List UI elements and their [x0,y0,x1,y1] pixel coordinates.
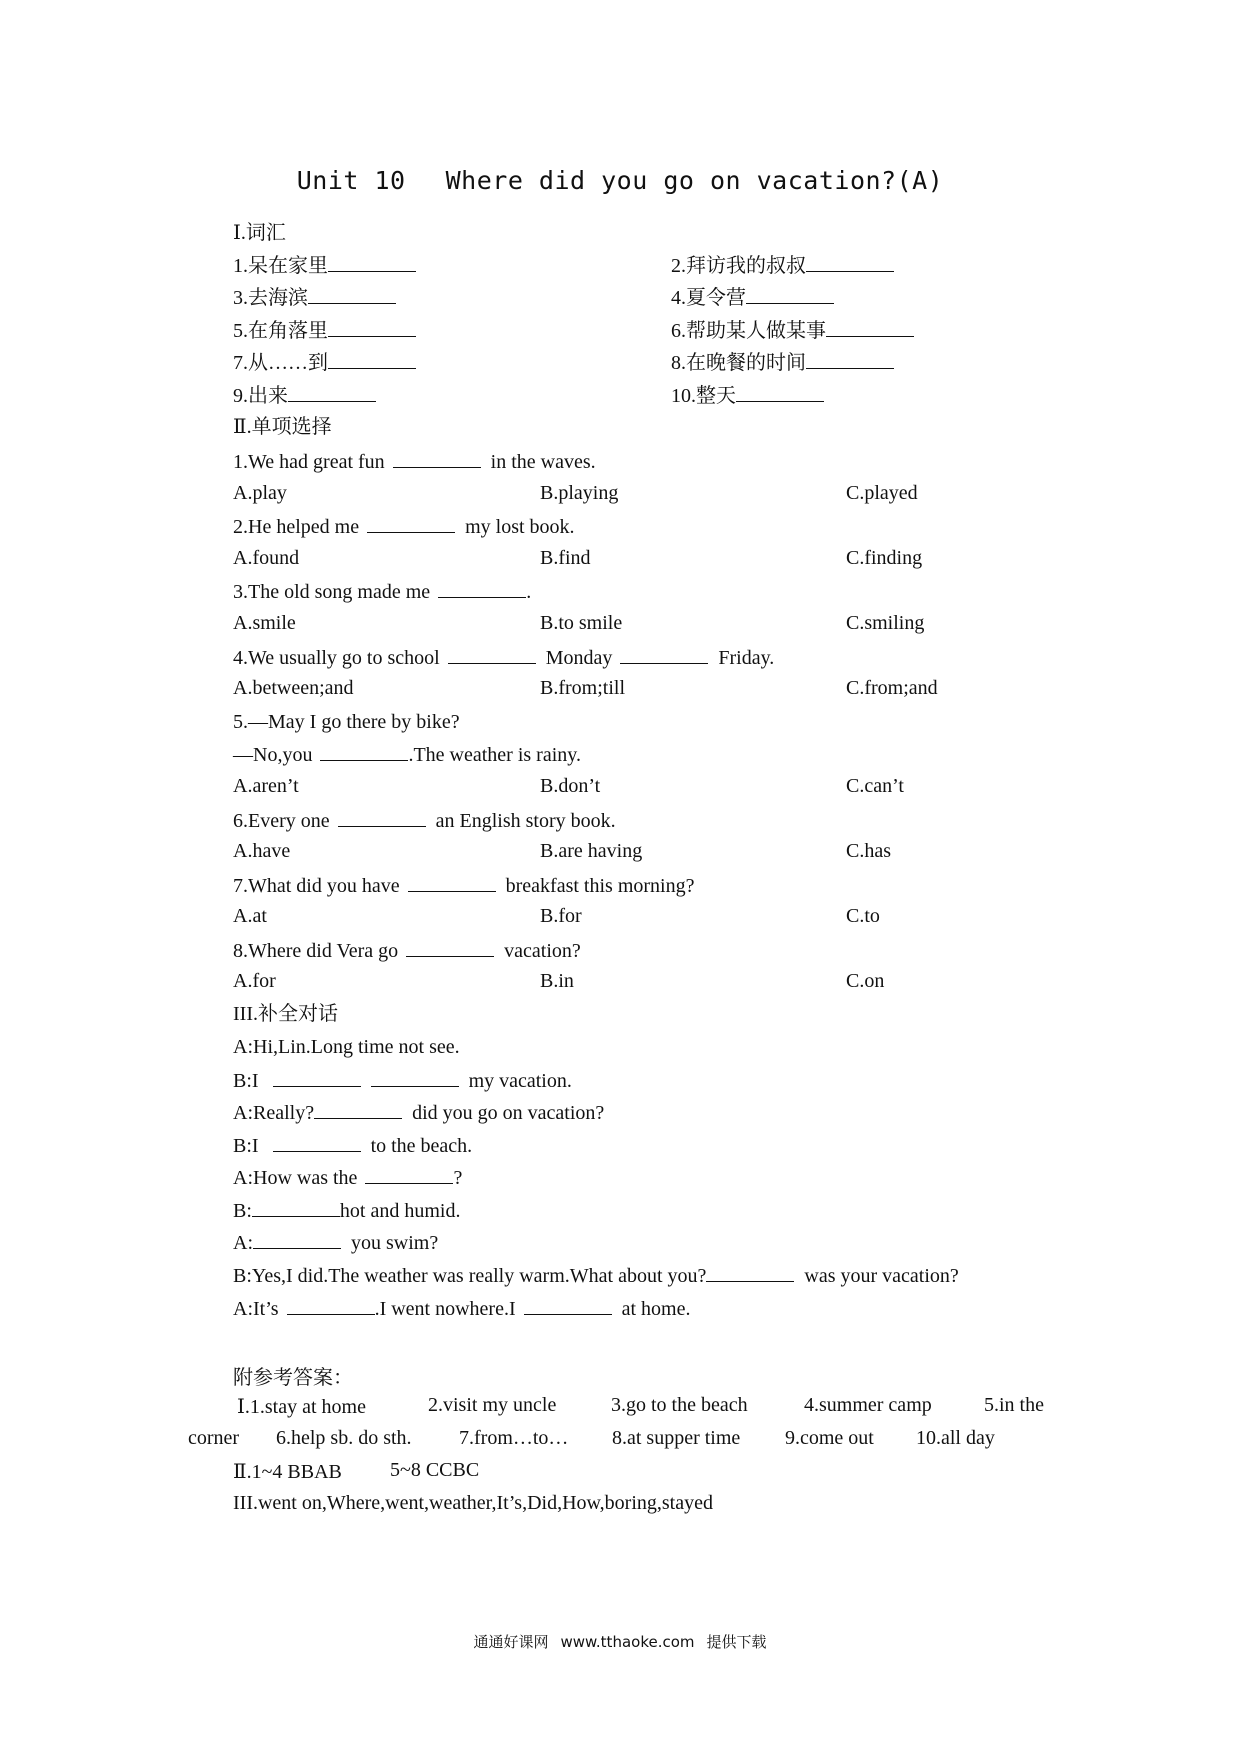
answer-blank[interactable] [408,873,496,892]
question-3: 3.The old song made me . [233,581,532,603]
answer-blank[interactable] [314,1100,402,1119]
question-6: 6.Every one an English story book. [233,810,616,832]
question-2: 2.He helped me my lost book. [233,516,575,538]
option-a[interactable]: A.aren’t [233,775,299,797]
option-a[interactable]: A.have [233,840,291,862]
answer-blank[interactable] [320,742,408,761]
vocab-item-10: 10.整天 [671,383,834,408]
option-c[interactable]: C.from;and [846,677,938,699]
option-c[interactable]: C.on [846,970,885,992]
worksheet-page: Unit 10 Where did you go on vacation?(A) Ⅰ.词汇 1.呆在家里 2.拜访我的叔叔 3.去海滨 4.夏令营 5.在角落里 6.帮助某人做某事 7.从……到 8.在晚餐的时间 9.出来 10.整天 Ⅱ.单项选择 1.We had great fun in the waves. A.play B.playing C.played 2.He helped me my lost book. A.found B.find C.finding 3.The old song made me . A.smile B.to smile C.smiling 4.We usually go to school Monday Friday. A.between;and B.from;till C.from;and 5.—May I go there by bike? —No,you .The weather is rainy. A.aren’t B.don’t C.can’t 6.Every one an English story book. A.have B.are having C.has 7.What did you have breakfast this morning? A.at B.for C.to 8.Where did Vera go vacation? A.for B.in C.on III.补全对话 A:Hi,Lin.Long time not see. B:I my vacation. A:Really? did you go on vacation? B:I to the beach. A:How was the ? B: hot and humid. A: you swim? B:Yes,I did.The weather was really warm.What about you? was your vacation? A:It’s .I went nowhere.I at home. 附参考答案： Ⅰ.1.stay at home 2.visit my uncle 3.go to the beach 4.summer camp 5.in the corner 6.help sb. do sth. 7.from…to… 8.at supper time 9.come out 10.all day Ⅱ.1~4 BBAB 5~8 CCBC III.went on,Where,went,weather,It’s,Did,How,boring,stayed 通通好课网 www.tthaoke.com 提供下载 [0,0,1240,1754]
answer-blank[interactable] [252,1198,340,1217]
footer-site-name: 通通好课网 [473,1633,549,1651]
option-a[interactable]: A.at [233,905,267,927]
answer-blank[interactable] [448,645,536,664]
answer-blank[interactable] [524,1296,612,1315]
option-a[interactable]: A.between;and [233,677,354,699]
vocab-item-1: 1.呆在家里 [233,253,426,278]
answer-key-dialog: III.went on,Where,went,weather,It’s,Did,How,boring,stayed [233,1492,713,1514]
answer-blank[interactable] [371,1068,459,1087]
answer-key-heading: 附参考答案： [233,1367,353,1389]
option-c[interactable]: C.smiling [846,612,925,634]
answer-blank[interactable] [288,383,376,402]
vocab-item-3: 3.去海滨 [233,285,406,310]
answer-blank[interactable] [746,285,834,304]
answer-blank[interactable] [273,1068,361,1087]
answer-blank[interactable] [706,1263,794,1282]
answer-blank[interactable] [328,253,416,272]
option-a[interactable]: A.play [233,482,287,504]
question-5: 5.—May I go there by bike? [233,711,460,733]
page-footer [0,1631,1240,1652]
question-5-reply: —No,you .The weather is rainy. [233,744,581,766]
answer-blank[interactable] [620,645,708,664]
title-question: Where did you go on vacation?(A) [445,166,944,195]
answer-blank[interactable] [365,1165,453,1184]
option-a[interactable]: A.for [233,970,276,992]
option-a[interactable]: A.smile [233,612,296,634]
footer-note: 提供下载 [706,1633,767,1651]
page-title [0,166,1240,195]
vocab-item-4: 4.夏令营 [671,285,844,310]
dialog-line-5: A:How was the ? [233,1167,463,1189]
vocab-item-5: 5.在角落里 [233,318,426,343]
dialog-line-1: A:Hi,Lin.Long time not see. [233,1036,460,1058]
option-b[interactable]: B.find [540,547,591,569]
vocab-item-2: 2.拜访我的叔叔 [671,253,904,278]
option-c[interactable]: C.can’t [846,775,904,797]
option-b[interactable]: B.are having [540,840,643,862]
option-a[interactable]: A.found [233,547,300,569]
title-unit: Unit 10 [296,166,406,195]
answer-blank[interactable] [367,514,455,533]
question-1: 1.We had great fun in the waves. [233,451,596,473]
answer-blank[interactable] [338,808,426,827]
option-b[interactable]: B.don’t [540,775,601,797]
answer-blank[interactable] [806,253,894,272]
dialog-line-8: B:Yes,I did.The weather was really warm.What about you? was your vacation? [233,1265,959,1287]
answer-blank[interactable] [328,318,416,337]
answer-blank[interactable] [253,1230,341,1249]
dialog-line-7: A: you swim? [233,1232,439,1254]
option-b[interactable]: B.from;till [540,677,625,699]
dialog-line-2: B:I my vacation. [233,1070,572,1092]
answer-blank[interactable] [826,318,914,337]
dialog-line-3: A:Really? did you go on vacation? [233,1102,605,1124]
answer-blank[interactable] [393,449,481,468]
answer-blank[interactable] [736,383,824,402]
option-b[interactable]: B.for [540,905,582,927]
dialog-heading: III.补全对话 [233,1003,338,1025]
option-b[interactable]: B.to smile [540,612,623,634]
answer-blank[interactable] [806,350,894,369]
choice-heading: Ⅱ.单项选择 [233,416,332,438]
question-4: 4.We usually go to school Monday Friday. [233,647,775,669]
dialog-line-6: B: hot and humid. [233,1200,461,1222]
answer-blank[interactable] [328,350,416,369]
option-b[interactable]: B.playing [540,482,619,504]
answer-blank[interactable] [406,938,494,957]
option-c[interactable]: C.finding [846,547,923,569]
option-b[interactable]: B.in [540,970,574,992]
vocab-item-7: 7.从……到 [233,350,426,375]
answer-blank[interactable] [287,1296,375,1315]
dialog-line-9: A:It’s .I went nowhere.I at home. [233,1298,691,1320]
answer-blank[interactable] [438,579,526,598]
footer-url[interactable]: www.tthaoke.com [560,1633,695,1651]
dialog-line-4: B:I to the beach. [233,1135,473,1157]
question-8: 8.Where did Vera go vacation? [233,940,581,962]
question-7: 7.What did you have breakfast this morning? [233,875,695,897]
option-c[interactable]: C.to [846,905,880,927]
vocab-item-8: 8.在晚餐的时间 [671,350,904,375]
vocab-heading: Ⅰ.词汇 [233,222,286,244]
vocab-item-9: 9.出来 [233,383,386,408]
answer-blank[interactable] [273,1133,361,1152]
option-c[interactable]: C.played [846,482,918,504]
answer-blank[interactable] [308,285,396,304]
vocab-item-6: 6.帮助某人做某事 [671,318,924,343]
option-c[interactable]: C.has [846,840,891,862]
